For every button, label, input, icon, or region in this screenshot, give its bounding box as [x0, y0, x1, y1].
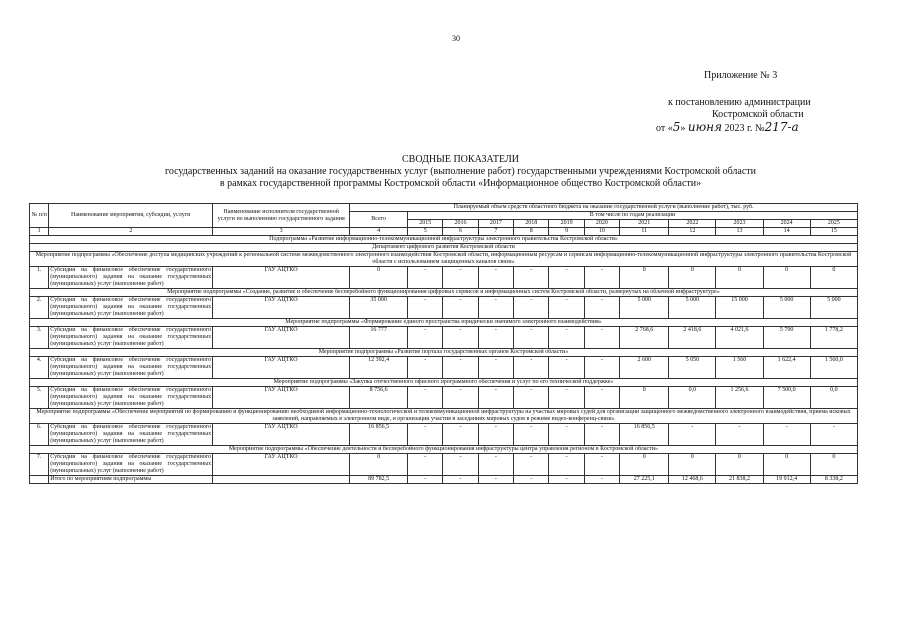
column-number: 2: [49, 228, 213, 236]
table-row: [30, 387, 858, 409]
year-value: 2 600: [620, 357, 669, 379]
header-year: 2020: [584, 220, 619, 228]
measure-row-text: Мероприятие подпрограммы «Обеспечение мероприятий по формированию и функционированию необходимой информационно-технологической и телекоммуникационной инфраструктуры на участках мировых судей для организации защищенного межведомственного электронного взаимодействия, приема исковых заявлений, направляемых в электронном виде, и организации участия в заседаниях мировых судов в режиме видео-конференц-связи»: [30, 409, 858, 424]
total-empty-cell: [30, 476, 49, 484]
year-value: -: [584, 357, 619, 379]
year-value: -: [549, 424, 584, 446]
year-value: -: [514, 297, 549, 319]
total-year-value: 21 838,2: [716, 476, 763, 484]
measure-row-text: Мероприятие подпрограммы «Развитие портала государственных органов Костромской области»: [30, 349, 858, 357]
executor-name: ГАУ АЦТКО: [213, 454, 350, 476]
year-value: -: [669, 424, 716, 446]
year-value: -: [443, 267, 478, 289]
measure-row: [30, 289, 858, 297]
row-number: 4.: [30, 357, 49, 379]
header-total: Всего: [350, 212, 408, 228]
executor-name: ГАУ АЦТКО: [213, 327, 350, 349]
year-value: 0,0: [669, 387, 716, 409]
year-value: -: [478, 454, 513, 476]
row-total: 35 000: [350, 297, 408, 319]
year-value: -: [478, 327, 513, 349]
header-year: 2024: [763, 220, 810, 228]
column-number: 1: [30, 228, 49, 236]
year-value: -: [584, 297, 619, 319]
row-total: 12 392,4: [350, 357, 408, 379]
year-value: -: [514, 357, 549, 379]
year-value: -: [408, 424, 443, 446]
resolution-number: 217-а: [764, 120, 799, 134]
year-value: 2 418,6: [669, 327, 716, 349]
header-name: Наименование мероприятия, субсидии, услуги: [49, 204, 213, 228]
subsidy-description: Субсидии на финансовое обеспечение государственного (муниципального) задания на оказание государственных (муниципальных) услуг (выполнение работ): [50, 387, 212, 407]
year-value: -: [478, 267, 513, 289]
year-value: -: [443, 327, 478, 349]
header-year: 2018: [514, 220, 549, 228]
year-value: 0,0: [810, 387, 857, 409]
total-year-value: -: [514, 476, 549, 484]
year-value: 7 500,0: [763, 387, 810, 409]
executor-name: ГАУ АЦТКО: [213, 387, 350, 409]
year-value: -: [408, 454, 443, 476]
subsidy-description: Субсидии на финансовое обеспечение государственного (муниципального) задания на оказание государственных (муниципальных) услуг (выполнение работ): [50, 297, 212, 317]
column-number: 10: [584, 228, 619, 236]
department-row-text: Департамент цифрового развития Костромской области: [30, 244, 858, 252]
column-number: 5: [408, 228, 443, 236]
row-total: 0: [350, 454, 408, 476]
header-year: 2021: [620, 220, 669, 228]
executor-name: ГАУ АЦТКО: [213, 357, 350, 379]
total-year-value: 19 912,4: [763, 476, 810, 484]
header-year: 2015: [408, 220, 443, 228]
header-no: № п/п: [30, 204, 49, 228]
year-value: -: [549, 387, 584, 409]
table-row: [30, 297, 858, 319]
title-line3: в рамках государственной программы Костромской области «Информационное общество Костромской области»: [219, 178, 702, 189]
year-value: 16 856,5: [620, 424, 669, 446]
row-total: 0: [350, 267, 408, 289]
subsidy-description: Субсидии на финансовое обеспечение государственного (муниципального) задания на оказание государственных (муниципальных) услуг (выполнение работ): [50, 424, 212, 444]
resolution-line3: [656, 120, 799, 134]
year-value: -: [763, 424, 810, 446]
column-number: 14: [763, 228, 810, 236]
row-number: 2.: [30, 297, 49, 319]
column-number: 12: [669, 228, 716, 236]
column-number: 15: [810, 228, 857, 236]
resolution-line1: к постановлению администрации: [668, 97, 811, 108]
year-value: 0: [620, 454, 669, 476]
year-value: -: [514, 454, 549, 476]
measure-row: [30, 379, 858, 387]
row-number: 7.: [30, 454, 49, 476]
total-year-value: 8 338,2: [810, 476, 857, 484]
year-value: 15 000: [716, 297, 763, 319]
row-number: 6.: [30, 424, 49, 446]
column-number: 3: [213, 228, 350, 236]
measure-row-text: Мероприятие подпрограммы «Закупка отечественного офисного программного обеспечения и услуг по его технической поддержке»: [30, 379, 858, 387]
resolution-mid: »: [680, 123, 688, 134]
year-value: -: [584, 424, 619, 446]
resolution-prefix: от «: [656, 123, 673, 134]
column-number: 7: [478, 228, 513, 236]
resolution-month: июня: [687, 120, 723, 134]
year-value: -: [549, 454, 584, 476]
year-value: -: [443, 424, 478, 446]
total-label: Итого по мероприятиям подпрограммы: [49, 476, 213, 484]
subsidy-description: Субсидии на финансовое обеспечение государственного (муниципального) задания на оказание государственных (муниципальных) услуг (выполнение работ): [50, 454, 212, 474]
resolution-year: 2023 г. №: [722, 123, 765, 134]
total-row: [30, 476, 858, 484]
table-row: [30, 424, 858, 446]
total-year-value: -: [478, 476, 513, 484]
year-value: -: [478, 424, 513, 446]
measure-row-text: Мероприятие подпрограммы «Обеспечение доступа медицинских учреждений к региональной системе межведомственного электронного взаимодействия Костромской области, информационным ресурсам и сервисам информационно-телекоммуникационной инфраструктуры электронного правительства Костромской области с использованием защищенных каналов связи»: [30, 252, 858, 267]
measure-row-text: Мероприятие подпрограммы «Обеспечение деятельности и бесперебойного функционирования инфраструктуры центра управления регионом в Костромской области»: [30, 446, 858, 454]
subsidy-description: Субсидии на финансовое обеспечение государственного (муниципального) задания на оказание государственных (муниципальных) услуг (выполнение работ): [50, 357, 212, 377]
header-year: 2016: [443, 220, 478, 228]
measure-row: [30, 446, 858, 454]
header-by-years: В том числе по годам реализации: [408, 212, 858, 220]
year-value: 5 000: [669, 297, 716, 319]
department-row: [30, 244, 858, 252]
subsidy-description: Субсидии на финансовое обеспечение государственного (муниципального) задания на оказание государственных (муниципальных) услуг (выполнение работ): [50, 267, 212, 287]
measure-row-text: Мероприятие подпрограммы «Формирование единого пространства юридически значимого электронного взаимодействия»: [30, 319, 858, 327]
header-year: 2025: [810, 220, 857, 228]
year-value: 0: [716, 267, 763, 289]
year-value: -: [514, 267, 549, 289]
year-value: -: [514, 424, 549, 446]
column-number: 6: [443, 228, 478, 236]
total-year-value: 12 468,6: [669, 476, 716, 484]
header-year: 2023: [716, 220, 763, 228]
year-value: -: [584, 327, 619, 349]
total-year-value: 27 225,1: [620, 476, 669, 484]
year-value: 0: [716, 454, 763, 476]
row-number: 1.: [30, 267, 49, 289]
year-value: 1 560: [716, 357, 763, 379]
column-number: 8: [514, 228, 549, 236]
year-value: 5 000: [810, 297, 857, 319]
row-total: 8 756,6: [350, 387, 408, 409]
year-value: 5 000: [763, 297, 810, 319]
total-year-value: -: [408, 476, 443, 484]
indicators-table: [29, 203, 858, 484]
year-value: 1 560,0: [810, 357, 857, 379]
header-year: 2022: [669, 220, 716, 228]
year-value: 0: [810, 454, 857, 476]
year-value: -: [443, 454, 478, 476]
title-line1: СВОДНЫЕ ПОКАЗАТЕЛИ: [402, 154, 519, 165]
year-value: 2 768,6: [620, 327, 669, 349]
year-value: 5 790: [763, 327, 810, 349]
table-row: [30, 267, 858, 289]
year-value: 0: [763, 454, 810, 476]
year-value: -: [549, 267, 584, 289]
column-number: 11: [620, 228, 669, 236]
resolution-day: 5: [672, 120, 681, 134]
year-value: -: [408, 357, 443, 379]
measure-row: [30, 349, 858, 357]
year-value: -: [716, 424, 763, 446]
row-total: 16 777: [350, 327, 408, 349]
year-value: -: [514, 387, 549, 409]
row-total: 16 856,5: [350, 424, 408, 446]
year-value: 1 622,4: [763, 357, 810, 379]
row-number: 3.: [30, 327, 49, 349]
year-value: 4 021,6: [716, 327, 763, 349]
year-value: 0: [669, 267, 716, 289]
year-value: 1 778,2: [810, 327, 857, 349]
title-line2: государственных заданий на оказание государственных услуг (выполнение работ) государственными учреждениями Костромской области: [164, 166, 756, 177]
year-value: -: [549, 297, 584, 319]
executor-name: ГАУ АЦТКО: [213, 297, 350, 319]
year-value: 0: [669, 454, 716, 476]
header-planned: Планируемый объем средств областного бюджета на оказание государственной услуги (выполнение работ), тыс. руб.: [350, 204, 858, 212]
year-value: -: [408, 327, 443, 349]
year-value: -: [549, 327, 584, 349]
year-value: 0: [763, 267, 810, 289]
header-executor: Наименование исполнителя государственной услуги по выполнению государственного задания: [213, 204, 350, 228]
year-value: -: [443, 297, 478, 319]
year-value: 0: [620, 387, 669, 409]
year-value: -: [584, 454, 619, 476]
year-value: -: [478, 387, 513, 409]
appendix-label: Приложение № 3: [704, 70, 778, 81]
header-year: 2019: [549, 220, 584, 228]
year-value: -: [408, 297, 443, 319]
year-value: 0: [620, 267, 669, 289]
resolution-line2: Костромской области: [712, 109, 804, 120]
total-year-value: -: [584, 476, 619, 484]
page-number: 30: [452, 34, 460, 43]
column-number: 9: [549, 228, 584, 236]
table-row: [30, 357, 858, 379]
executor-name: ГАУ АЦТКО: [213, 267, 350, 289]
measure-row: [30, 409, 858, 424]
total-empty-cell: [213, 476, 350, 484]
year-value: -: [584, 267, 619, 289]
subprogram-row-text: Подпрограмма «Развитие информационно-телекоммуникационной инфраструктуры электронного правительства Костромской области»: [30, 236, 858, 244]
column-number: 13: [716, 228, 763, 236]
measure-row: [30, 319, 858, 327]
total-sum: 89 782,5: [350, 476, 408, 484]
measure-row: [30, 252, 858, 267]
column-number: 4: [350, 228, 408, 236]
executor-name: ГАУ АЦТКО: [213, 424, 350, 446]
measure-row-text: Мероприятие подпрограммы «Создание, развитие и обеспечение бесперебойного функционирования цифровых сервисов и информационных систем Костромской области, развернутых на облачной инфраструктуре»: [30, 289, 858, 297]
header-year: 2017: [478, 220, 513, 228]
total-year-value: -: [443, 476, 478, 484]
row-number: 5.: [30, 387, 49, 409]
year-value: -: [443, 357, 478, 379]
year-value: -: [478, 297, 513, 319]
year-value: -: [408, 267, 443, 289]
year-value: -: [514, 327, 549, 349]
year-value: 0: [810, 267, 857, 289]
table-row: [30, 327, 858, 349]
year-value: 1 256,6: [716, 387, 763, 409]
year-value: -: [584, 387, 619, 409]
subprogram-row: [30, 236, 858, 244]
year-value: -: [408, 387, 443, 409]
year-value: 5 050: [669, 357, 716, 379]
year-value: -: [810, 424, 857, 446]
year-value: -: [549, 357, 584, 379]
table-row: [30, 454, 858, 476]
subsidy-description: Субсидии на финансовое обеспечение государственного (муниципального) задания на оказание государственных (муниципальных) услуг (выполнение работ): [50, 327, 212, 347]
year-value: -: [478, 357, 513, 379]
total-year-value: -: [549, 476, 584, 484]
year-value: -: [443, 387, 478, 409]
year-value: 5 000: [620, 297, 669, 319]
